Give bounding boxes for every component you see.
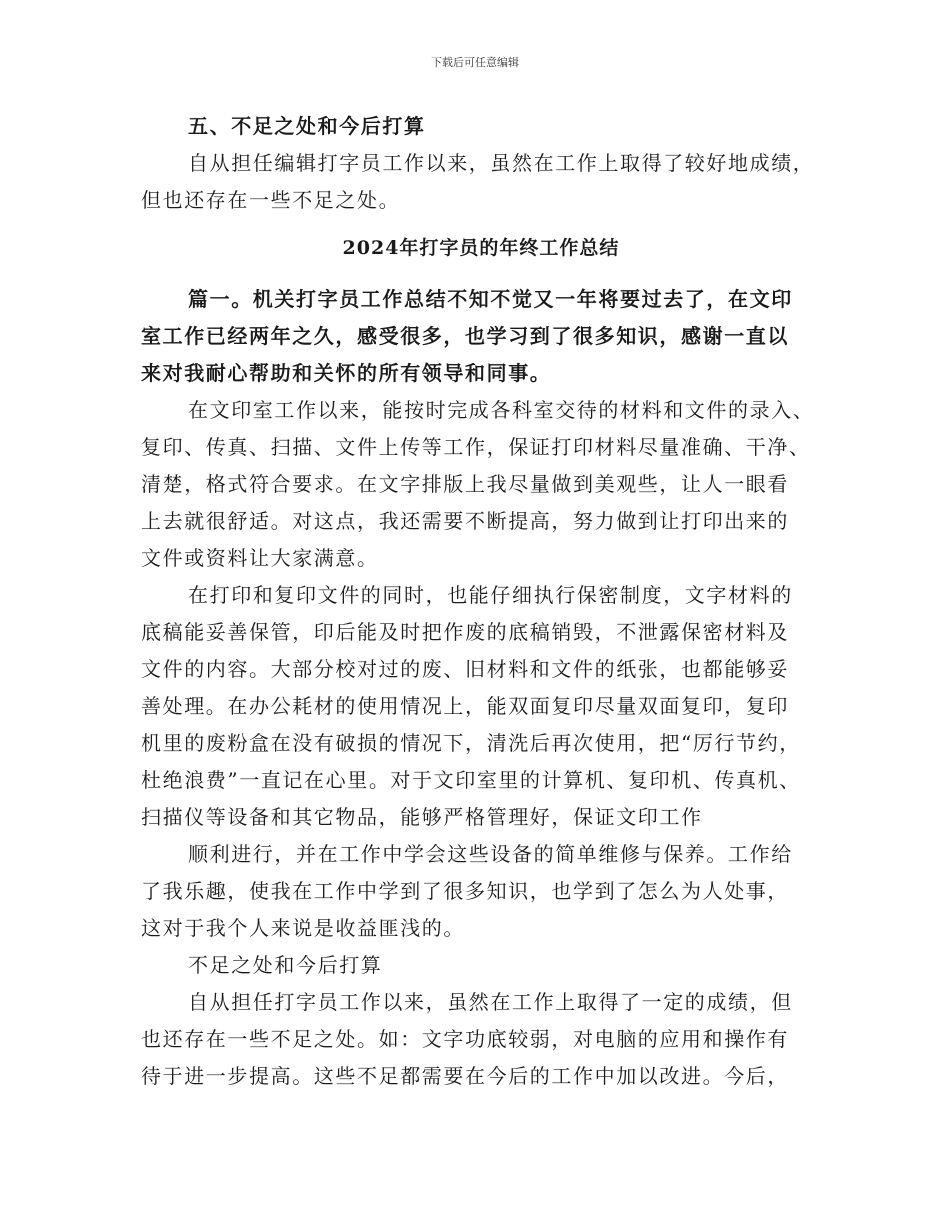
intro-line: 来对我耐心帮助和关怀的所有领导和同事。	[141, 361, 552, 385]
paragraph-line: 也还存在一些不足之处。如：文字功底较弱，对电脑的应用和操作有	[141, 1027, 789, 1051]
page-header: 下载后可任意编辑	[431, 56, 519, 69]
paragraph-line: 底稿能妥善保管，印后能及时把作废的底稿销毁，不泄露保密材料及	[141, 620, 789, 644]
document-title: 2024年打字员的年终工作总结	[342, 237, 620, 259]
intro-line: 篇一。机关打字员工作总结不知不觉又一年将要过去了，在文印	[188, 287, 793, 311]
paragraph-line: 杜绝浪费”一直记在心里。对于文印室里的计算机、复印机、传真机、	[141, 768, 801, 792]
paragraph-line: 待于进一步提高。这些不足都需要在今后的工作中加以改进。今后，	[141, 1064, 789, 1088]
paragraph-line: 这对于我个人来说是收益匪浅的。	[141, 916, 465, 940]
paragraph-line: 了我乐趣，使我在工作中学到了很多知识，也学到了怎么为人处事，	[141, 879, 789, 903]
paragraph-line: 善处理。在办公耗材的使用情况上，能双面复印尽量双面复印，复印	[141, 694, 789, 718]
paragraph-line: 自从担任编辑打字员工作以来，虽然在工作上取得了较好地成绩，	[188, 151, 815, 175]
paragraph-line: 清楚，格式符合要求。在文字排版上我尽量做到美观些，让人一眼看	[141, 472, 789, 496]
paragraph-line: 在打印和复印文件的同时，也能仔细执行保密制度，文字材料的	[188, 583, 793, 607]
paragraph-line: 扫描仪等设备和其它物品，能够严格管理好，保证文印工作	[141, 805, 703, 829]
paragraph-line: 顺利进行，并在工作中学会这些设备的简单维修与保养。工作给	[188, 842, 793, 866]
paragraph-line: 但也还存在一些不足之处。	[141, 188, 401, 212]
paragraph-line: 文件或资料让大家满意。	[141, 546, 379, 570]
paragraph-line: 文件的内容。大部分校对过的废、旧材料和文件的纸张，也都能够妥	[141, 657, 789, 681]
paragraph-line: 上去就很舒适。对这点，我还需要不断提高，努力做到让打印出来的	[141, 509, 789, 533]
intro-line: 室工作已经两年之久，感受很多，也学习到了很多知识，感谢一直以	[141, 324, 789, 348]
section-heading: 不足之处和今后打算	[188, 953, 383, 977]
section-heading: 五、不足之处和今后打算	[188, 114, 426, 138]
paragraph-line: 在文印室工作以来，能按时完成各科室交待的材料和文件的录入、	[188, 398, 815, 422]
paragraph-line: 机里的废粉盒在没有破损的情况下，清洗后再次使用，把“厉行节约，	[141, 731, 801, 755]
paragraph-line: 复印、传真、扫描、文件上传等工作，保证打印材料尽量准确、干净、	[141, 435, 811, 459]
paragraph-line: 自从担任打字员工作以来，虽然在工作上取得了一定的成绩，但	[188, 990, 793, 1014]
